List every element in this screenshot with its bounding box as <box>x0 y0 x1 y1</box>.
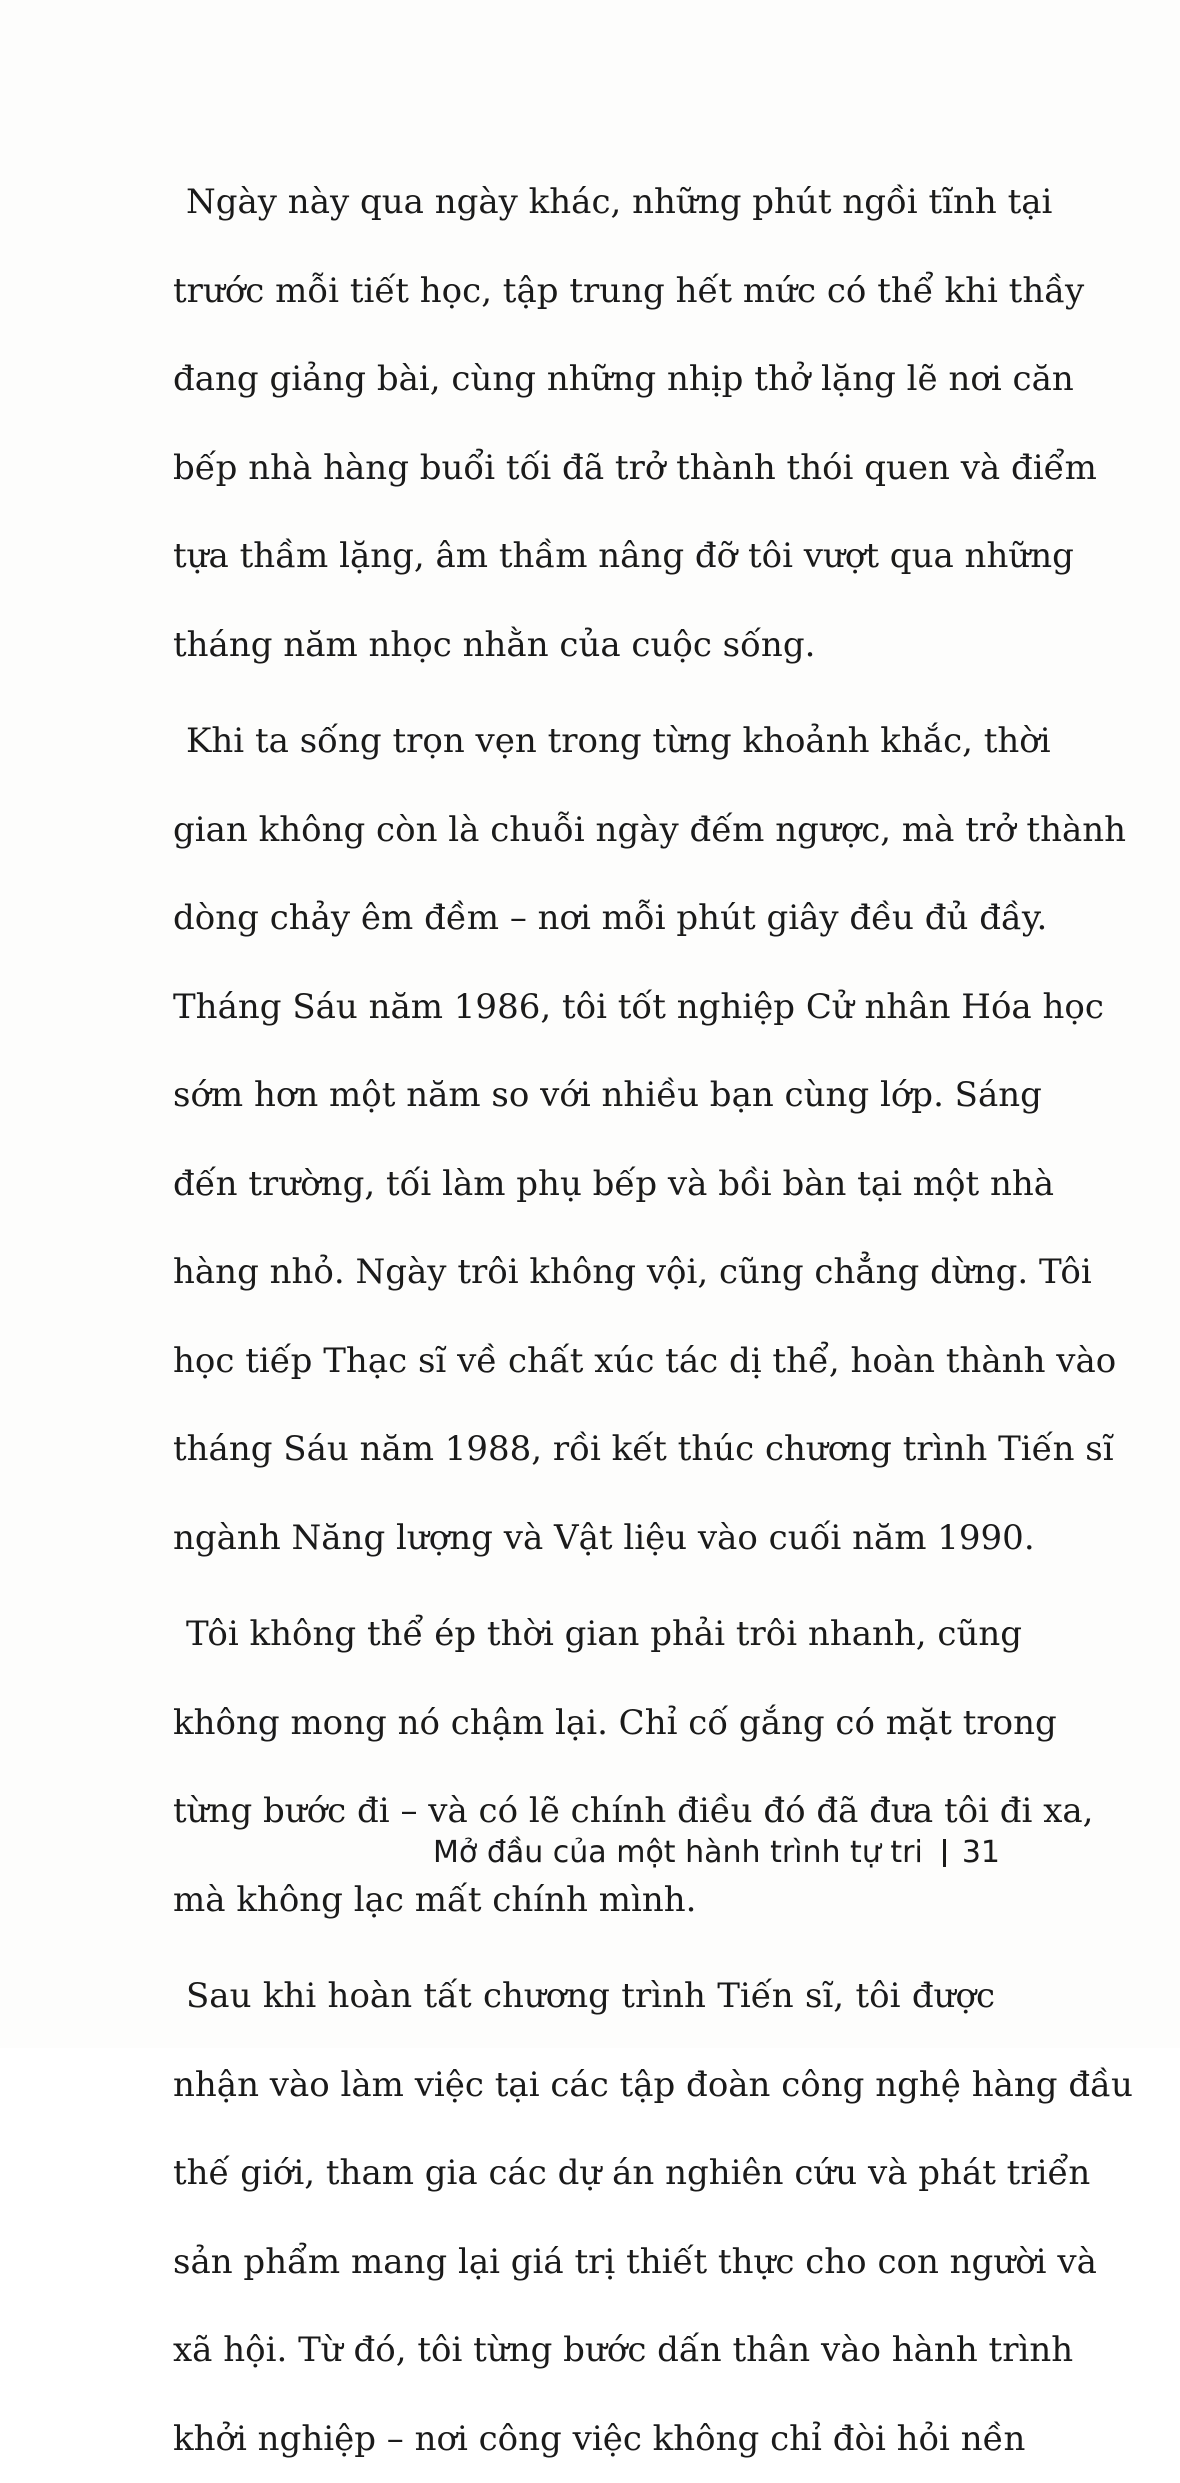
paragraph-4-line-3: thế giới, tham gia các dự án nghiên cứu và phát triển <box>173 2129 995 2218</box>
paragraph-2-line-4: Tháng Sáu năm 1986, tôi tốt nghiệp Cử nhân Hóa học <box>173 963 995 1052</box>
paragraph-3-line-3: từng bước đi – và có lẽ chính điều đó đã đưa tôi đi xa, <box>173 1767 995 1856</box>
paragraph-4-line-6: khởi nghiệp – nơi công việc không chỉ đòi hỏi nền <box>173 2395 995 2483</box>
paragraph-1-line-5: tựa thầm lặng, âm thầm nâng đỡ tôi vượt qua những <box>173 512 995 601</box>
paragraph-2-line-5: sớm hơn một năm so với nhiều bạn cùng lớp. Sáng <box>173 1051 995 1140</box>
paragraph-1-line-1: Ngày này qua ngày khác, những phút ngồi tĩnh tại <box>173 158 995 247</box>
paragraph-2-line-9: tháng Sáu năm 1988, rồi kết thúc chương trình Tiến sĩ <box>173 1405 995 1494</box>
paragraph-2-line-7: hàng nhỏ. Ngày trôi không vội, cũng chẳng dừng. Tôi <box>173 1228 995 1317</box>
footer-divider <box>943 1839 946 1867</box>
page-number: 31 <box>962 1835 1000 1870</box>
paragraph-2-line-3: dòng chảy êm đềm – nơi mỗi phút giây đều đủ đầy. <box>173 874 995 963</box>
paragraph-2-line-1: Khi ta sống trọn vẹn trong từng khoảnh khắc, thời <box>173 697 995 786</box>
paragraph-1-line-4: bếp nhà hàng buổi tối đã trở thành thói quen và điểm <box>173 424 995 513</box>
paragraph-2-line-10: ngành Năng lượng và Vật liệu vào cuối năm 1990. <box>173 1494 995 1583</box>
page-footer <box>433 1835 1000 1870</box>
paragraph-2-line-2: gian không còn là chuỗi ngày đếm ngược, mà trở thành <box>173 786 995 875</box>
paragraph-3-line-1: Tôi không thể ép thời gian phải trôi nhanh, cũng <box>173 1590 995 1679</box>
paragraph-4-line-2: nhận vào làm việc tại các tập đoàn công nghệ hàng đầu <box>173 2041 995 2130</box>
paragraph-3-line-2: không mong nó chậm lại. Chỉ cố gắng có mặt trong <box>173 1679 995 1768</box>
body-text <box>173 158 995 2483</box>
paragraph-4-line-1: Sau khi hoàn tất chương trình Tiến sĩ, tôi được <box>173 1952 995 2041</box>
running-chapter-title: Mở đầu của một hành trình tự tri <box>433 1835 923 1870</box>
paragraph-4-line-4: sản phẩm mang lại giá trị thiết thực cho con người và <box>173 2218 995 2307</box>
paragraph-3-line-4: mà không lạc mất chính mình. <box>173 1856 995 1945</box>
paragraph-2-line-6: đến trường, tối làm phụ bếp và bồi bàn tại một nhà <box>173 1140 995 1229</box>
paragraph-1-line-6: tháng năm nhọc nhằn của cuộc sống. <box>173 601 995 690</box>
paragraph-1-line-3: đang giảng bài, cùng những nhịp thở lặng lẽ nơi căn <box>173 335 995 424</box>
paragraph-1-line-2: trước mỗi tiết học, tập trung hết mức có thể khi thầy <box>173 247 995 336</box>
paragraph-4-line-5: xã hội. Từ đó, tôi từng bước dấn thân vào hành trình <box>173 2306 995 2395</box>
paragraph-2-line-8: học tiếp Thạc sĩ về chất xúc tác dị thể, hoàn thành vào <box>173 1317 995 1406</box>
